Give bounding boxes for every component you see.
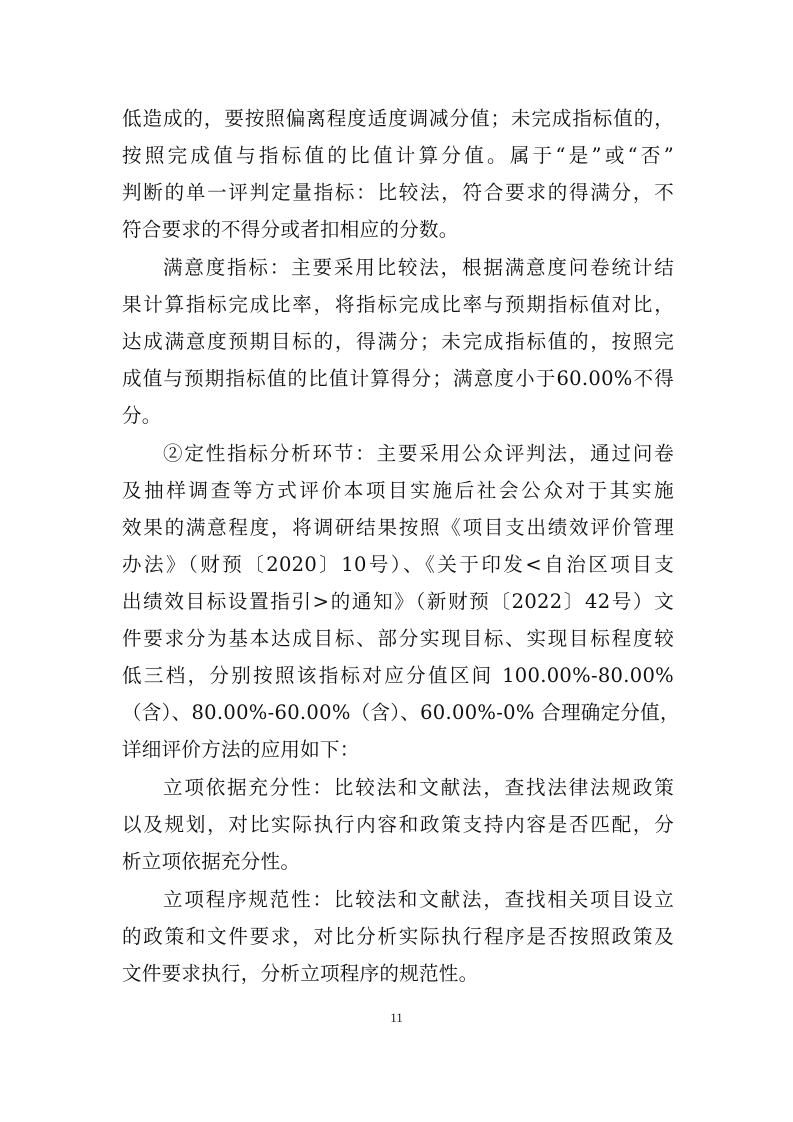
text-line: 低三档，分别按照该指标对应分值区间 100.00%-80.00% — [122, 664, 674, 687]
page-number: 11 — [390, 1010, 403, 1025]
text-line: 件要求分为基本达成目标、部分实现目标、实现目标程度较 — [122, 627, 674, 650]
text-line: 以及规划，对比实际执行内容和政策支持内容是否匹配，分 — [122, 813, 674, 836]
text-line: 出绩效目标设置指引>的通知》（新财预〔2022〕42号）文 — [122, 590, 674, 613]
text-line: 立项程序规范性：比较法和文献法，查找相关项目设立 — [163, 888, 674, 911]
text-line: 的政策和文件要求，对比分析实际执行程序是否按照政策及 — [122, 925, 674, 948]
text-line: 效果的满意程度，将调研结果按照《项目支出绩效评价管理 — [122, 516, 674, 539]
text-line: 析立项依据充分性。 — [122, 850, 301, 873]
text-line: （含）、80.00%-60.00%（含）、60.00%-0% 合理确定分值， — [122, 701, 680, 724]
text-line: 文件要求执行，分析立项程序的规范性。 — [122, 962, 479, 985]
text-line: 成值与预期指标值的比值计算得分；满意度小于60.00%不得 — [122, 367, 674, 390]
text-line: 判断的单一评判定量指标：比较法，符合要求的得满分，不 — [122, 181, 674, 204]
text-line: 详细评价方法的应用如下： — [122, 738, 360, 761]
text-line: 立项依据充分性：比较法和文献法，查找法律法规政策 — [163, 776, 674, 799]
text-line: 分。 — [122, 404, 162, 427]
text-line: 及抽样调查等方式评价本项目实施后社会公众对于其实施 — [122, 479, 674, 502]
text-line: ②定性指标分析环节：主要采用公众评判法，通过问卷 — [163, 442, 674, 465]
text-line: 满意度指标：主要采用比较法，根据满意度问卷统计结 — [163, 256, 674, 279]
text-line: 达成满意度预期目标的，得满分；未完成指标值的，按照完 — [122, 330, 674, 353]
text-line: 低造成的，要按照偏离程度适度调减分值；未完成指标值的， — [122, 107, 674, 130]
text-line: 按照完成值与指标值的比值计算分值。属于“是”或“否” — [122, 144, 674, 167]
text-line: 果计算指标完成比率，将指标完成比率与预期指标值对比， — [122, 293, 674, 316]
text-line: 符合要求的不得分或者扣相应的分数。 — [122, 218, 459, 241]
text-line: 办法》（财预〔2020〕10号）、《关于印发<自治区项目支 — [122, 553, 674, 576]
